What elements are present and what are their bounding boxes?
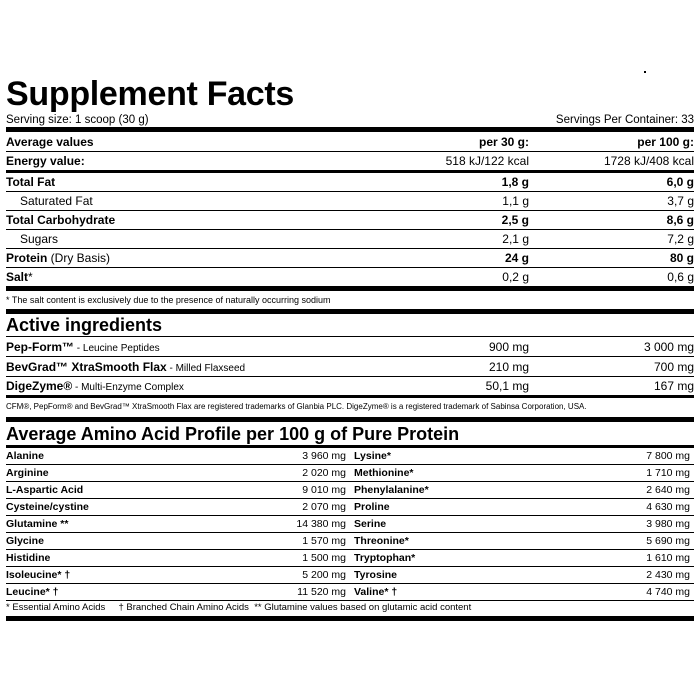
nutrient-label: Sugars bbox=[20, 232, 59, 246]
amino-name: Tryptophan* bbox=[354, 552, 416, 564]
trademark-note: CFM®, PepForm® and BevGrad™ XtraSmooth Flax are registered trademarks of Glanbia PLC. DigeZyme® is a registered trademark of Sabinsa Corporation, USA. bbox=[6, 398, 694, 422]
amino-value: 1 500 mg bbox=[302, 552, 346, 564]
energy-label: Energy value: bbox=[6, 154, 85, 168]
energy-col1: 518 kJ/122 kcal bbox=[445, 154, 529, 168]
nutrient-col1: 2,1 g bbox=[502, 232, 529, 246]
serving-size: Serving size: 1 scoop (30 g) bbox=[6, 114, 149, 126]
nutrient-label: Total Fat bbox=[6, 175, 56, 189]
salt-note: * The salt content is exclusively due to the presence of naturally occurring sodium bbox=[6, 291, 694, 314]
header-col2: per 100 g: bbox=[637, 134, 694, 149]
amino-value: 2 070 mg bbox=[302, 501, 346, 513]
nutrient-row-saturated-fat bbox=[6, 192, 694, 211]
amino-name: Glutamine ** bbox=[6, 518, 69, 530]
amino-row bbox=[6, 516, 350, 533]
amino-row bbox=[350, 516, 694, 533]
amino-name: Cysteine/cystine bbox=[6, 501, 89, 513]
amino-value: 14 380 mg bbox=[296, 518, 346, 530]
amino-name: Serine bbox=[354, 518, 387, 530]
amino-row bbox=[350, 499, 694, 516]
nutrient-row-total-carbohydrate bbox=[6, 211, 694, 230]
active-ingredients-title: Active ingredients bbox=[6, 314, 694, 337]
stray-dot bbox=[644, 71, 646, 73]
amino-value: 4 630 mg bbox=[646, 501, 690, 513]
active-row bbox=[6, 357, 694, 377]
amino-value: 1 570 mg bbox=[302, 535, 346, 547]
amino-name: Proline bbox=[354, 501, 390, 513]
nutrient-col2: 3,7 g bbox=[667, 194, 694, 208]
amino-value: 2 640 mg bbox=[646, 484, 690, 496]
active-name: DigeZyme® - Multi-Enzyme Complex bbox=[6, 379, 184, 393]
nutrient-col1: 0,2 g bbox=[502, 270, 529, 284]
amino-value: 7 800 mg bbox=[646, 450, 690, 462]
amino-acid-title: Average Amino Acid Profile per 100 g of Pure Protein bbox=[6, 422, 694, 448]
amino-row bbox=[6, 499, 350, 516]
nutrient-label: Salt* bbox=[6, 270, 33, 284]
active-col1: 900 mg bbox=[488, 339, 529, 354]
amino-footnote: * Essential Amino Acids † Branched Chain Amino Acids ** Glutamine values based on glutamic acid content bbox=[6, 601, 694, 621]
header-row bbox=[6, 132, 694, 152]
supplement-facts-panel bbox=[6, 76, 694, 621]
nutrient-col1: 2,5 g bbox=[501, 213, 529, 227]
amino-name: Methionine* bbox=[354, 467, 414, 479]
nutrient-col2: 6,0 g bbox=[666, 175, 694, 189]
energy-row bbox=[6, 152, 694, 173]
amino-name: Arginine bbox=[6, 467, 49, 479]
nutrient-col2: 8,6 g bbox=[666, 213, 694, 227]
amino-value: 3 980 mg bbox=[646, 518, 690, 530]
amino-row bbox=[6, 482, 350, 499]
amino-name: Tyrosine bbox=[354, 569, 397, 581]
amino-name: Threonine* bbox=[354, 535, 409, 547]
active-name: BevGrad™ XtraSmooth Flax - Milled Flaxseed bbox=[6, 359, 246, 374]
nutrient-label: Protein (Dry Basis) bbox=[6, 251, 111, 265]
amino-row bbox=[350, 465, 694, 482]
amino-row bbox=[350, 448, 694, 465]
amino-name: L-Aspartic Acid bbox=[6, 484, 84, 496]
amino-value: 9 010 mg bbox=[302, 484, 346, 496]
amino-row bbox=[6, 533, 350, 550]
amino-row bbox=[350, 567, 694, 584]
amino-value: 2 430 mg bbox=[646, 569, 690, 581]
nutrient-col2: 0,6 g bbox=[667, 270, 694, 284]
amino-name: Lysine* bbox=[354, 450, 391, 462]
header-label: Average values bbox=[6, 134, 94, 149]
nutrient-row-total-fat bbox=[6, 173, 694, 192]
active-col2: 700 mg bbox=[653, 359, 694, 374]
amino-row bbox=[6, 550, 350, 567]
page-title: Supplement Facts bbox=[6, 75, 295, 113]
amino-row bbox=[6, 567, 350, 584]
amino-value: 1 610 mg bbox=[646, 552, 690, 564]
active-col2: 167 mg bbox=[653, 379, 694, 393]
amino-value: 11 520 mg bbox=[297, 586, 346, 598]
servings-per-container: Servings Per Container: 33 bbox=[555, 114, 694, 126]
amino-name: Glycine bbox=[6, 535, 44, 547]
amino-row bbox=[6, 448, 350, 465]
energy-col2: 1728 kJ/408 kcal bbox=[603, 154, 694, 168]
nutrient-row-salt bbox=[6, 268, 694, 291]
amino-name: Alanine bbox=[6, 450, 44, 462]
nutrient-row-protein bbox=[6, 249, 694, 268]
nutrient-row-sugars bbox=[6, 230, 694, 249]
nutrient-col2: 7,2 g bbox=[667, 232, 694, 246]
amino-name: Isoleucine* † bbox=[6, 569, 71, 581]
active-col1: 50,1 mg bbox=[485, 379, 529, 393]
nutrient-col1: 1,8 g bbox=[501, 175, 529, 189]
active-row bbox=[6, 337, 694, 357]
amino-name: Leucine* † bbox=[6, 586, 59, 598]
amino-name: Phenylalanine* bbox=[354, 484, 429, 496]
nutrient-col1: 24 g bbox=[504, 251, 529, 265]
amino-value: 1 710 mg bbox=[646, 467, 690, 479]
amino-row bbox=[6, 584, 350, 601]
amino-row bbox=[6, 465, 350, 482]
amino-right-column bbox=[350, 448, 694, 601]
amino-acid-table bbox=[6, 448, 694, 601]
header-col1: per 30 g: bbox=[478, 134, 529, 149]
nutrient-label: Total Carbohydrate bbox=[6, 213, 116, 227]
nutrient-col2: 80 g bbox=[669, 251, 694, 265]
active-row bbox=[6, 377, 694, 398]
amino-value: 2 020 mg bbox=[302, 467, 346, 479]
amino-value: 4 740 mg bbox=[646, 586, 690, 598]
amino-row bbox=[350, 550, 694, 567]
amino-value: 5 690 mg bbox=[646, 535, 690, 547]
amino-row bbox=[350, 482, 694, 499]
amino-row bbox=[350, 584, 694, 601]
amino-name: Valine* † bbox=[354, 586, 398, 598]
amino-value: 5 200 mg bbox=[302, 569, 346, 581]
amino-value: 3 960 mg bbox=[302, 450, 346, 462]
amino-row bbox=[350, 533, 694, 550]
active-name: Pep-Form™ - Leucine Peptides bbox=[6, 339, 160, 354]
amino-name: Histidine bbox=[6, 552, 51, 564]
active-col2: 3 000 mg bbox=[643, 339, 694, 354]
nutrient-label: Saturated Fat bbox=[20, 194, 93, 208]
serving-info bbox=[6, 113, 694, 127]
nutrient-col1: 1,1 g bbox=[502, 194, 529, 208]
active-col1: 210 mg bbox=[488, 359, 529, 374]
amino-left-column bbox=[6, 448, 350, 601]
